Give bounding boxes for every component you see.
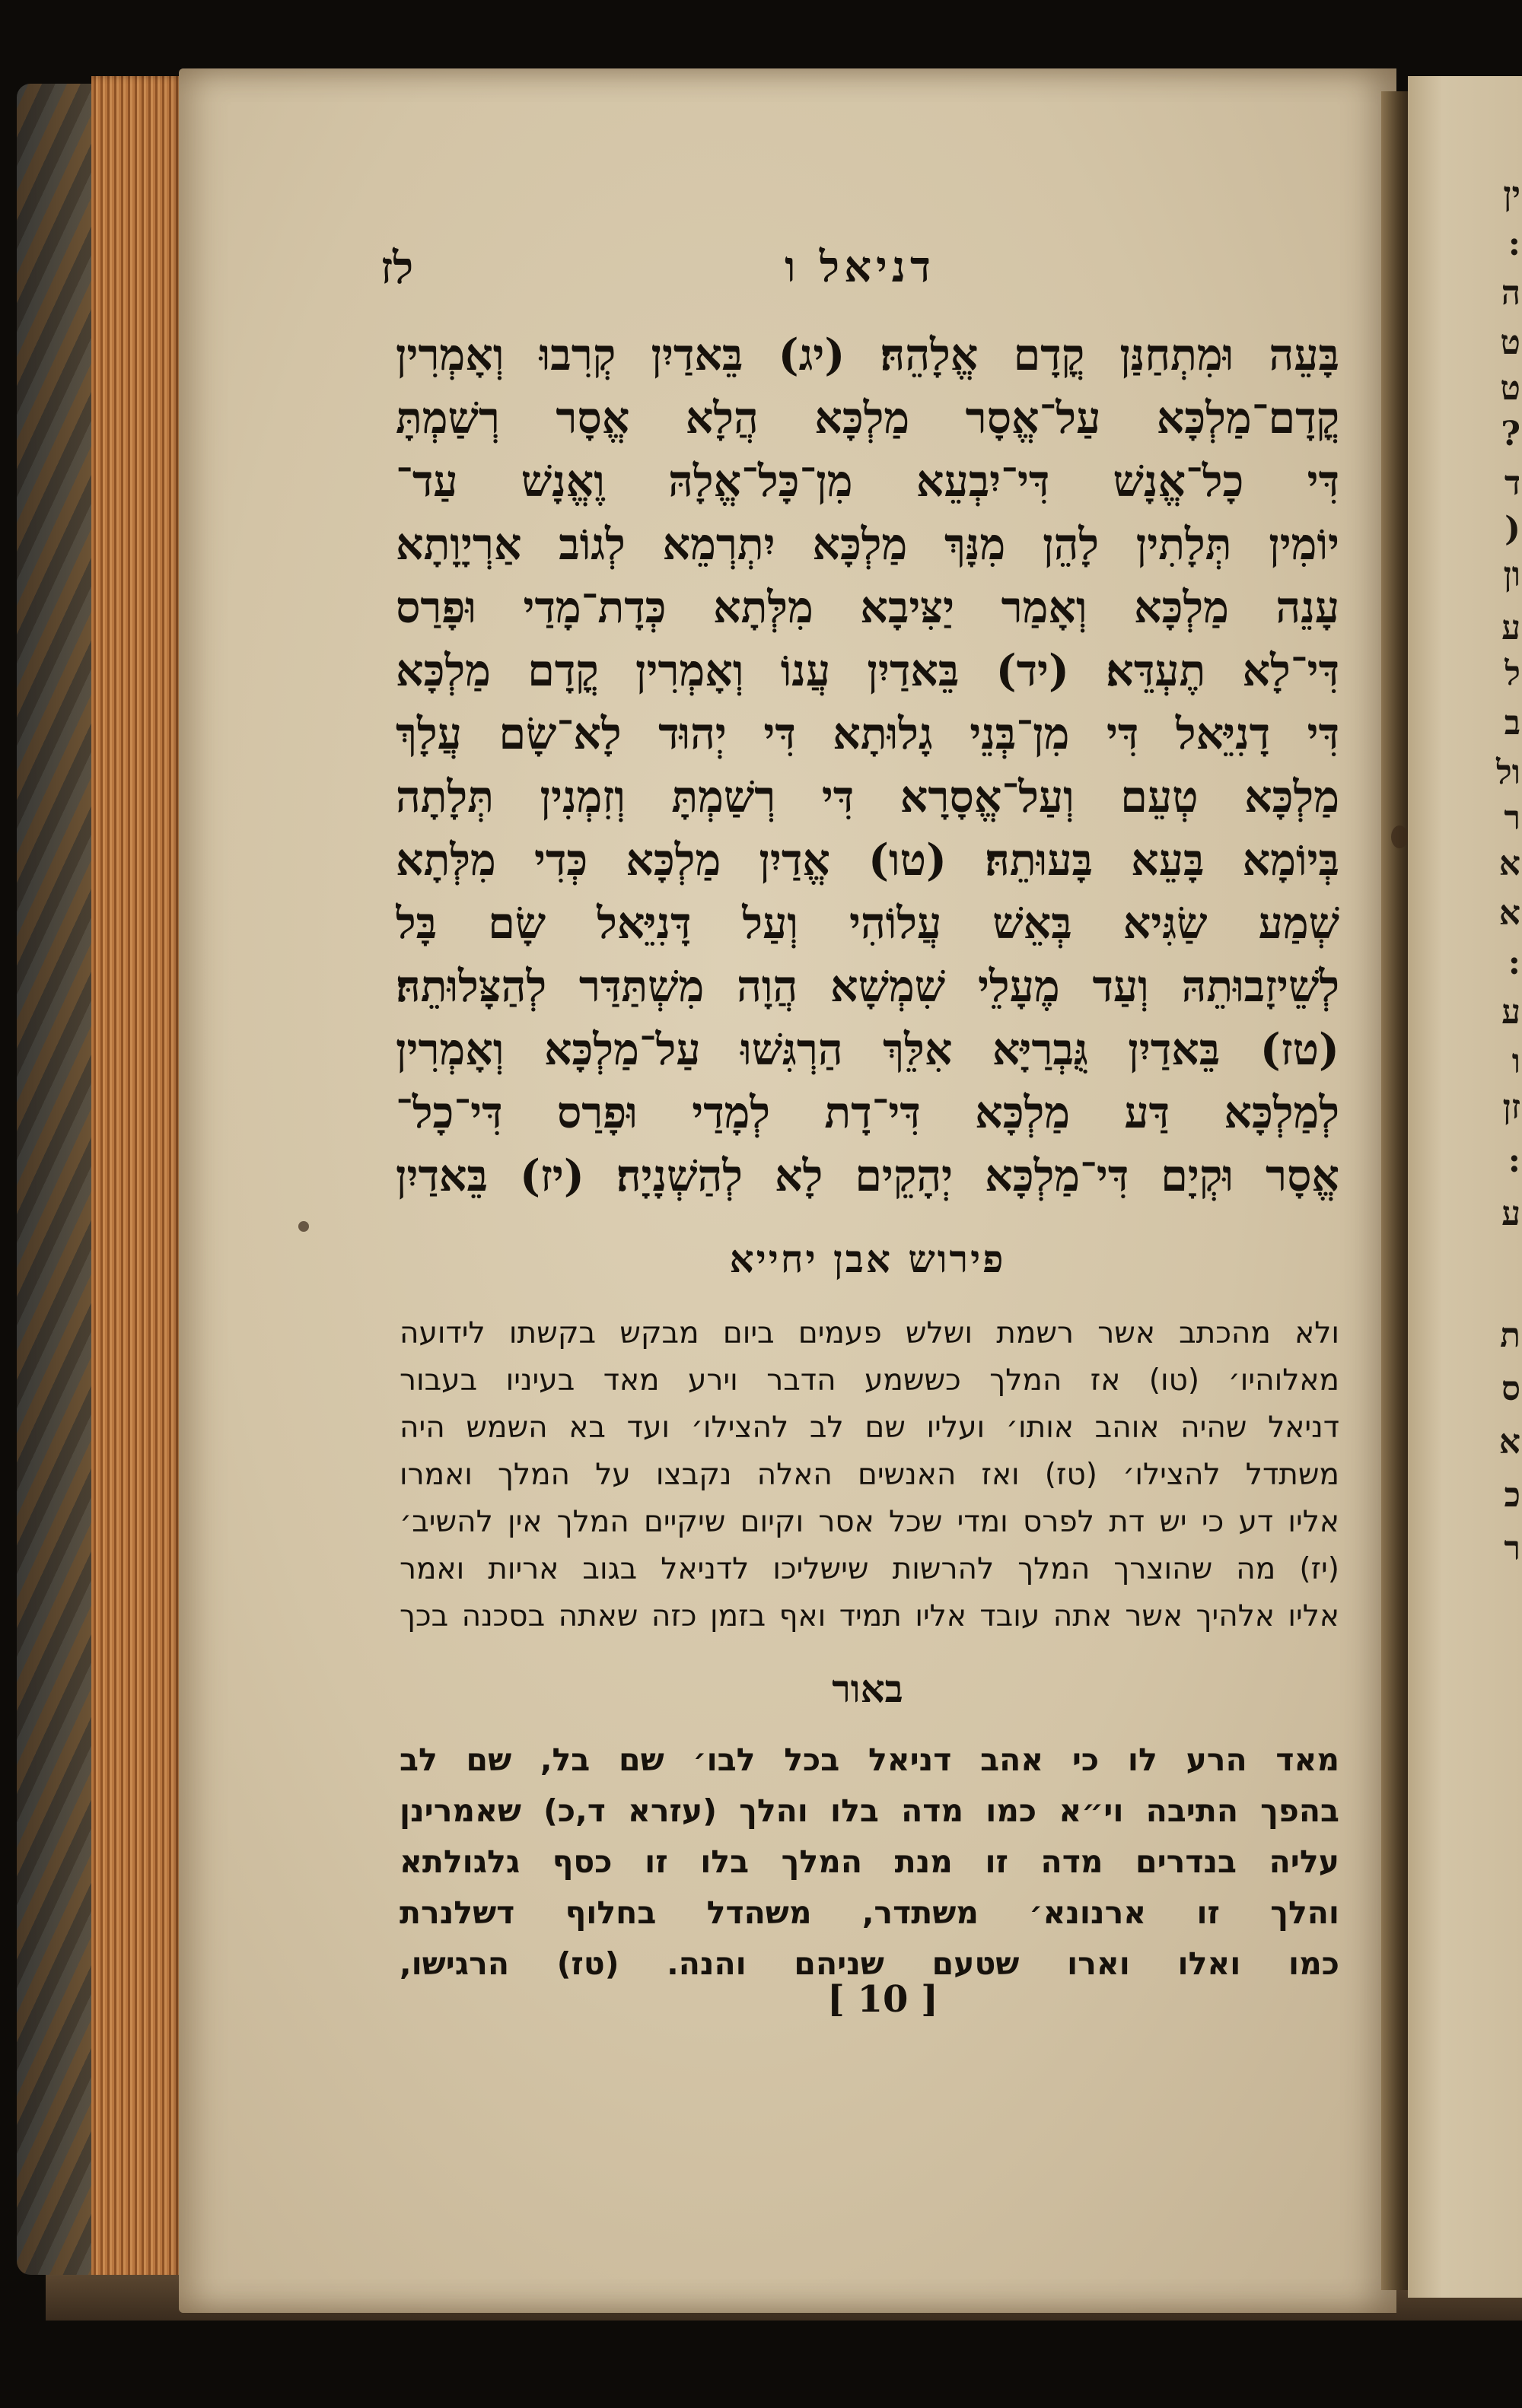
right-page-text-fragment: ין [1503,175,1520,214]
beur-text-line: עליה בנדרים מדה זו מנת המלך בלו זו כסף גלגולתא [400,1843,1339,1880]
right-page-text-fragment: ( [1504,510,1520,549]
bible-text-line: יוֹמִין תְּלָתִין לָהֵן מִנָּךְ מַלְכָּא יִתְרְמֵא לְגוֹב אַרְיָוָתָא [396,519,1339,570]
beur-text-line: והלך זו ארנונא׳ משתדר, משהדל בחלוף דשלנרת [400,1894,1339,1931]
bible-text-line: דִּי־לָא תֶעְדֵּא׃ (יד) בֵּאדַיִן עֲנוֹ וְאָמְרִין קֳדָם מַלְכָּא [396,645,1339,696]
commentary-text-line: (יז) מה שהוצרך המלך להרשות שישליכו לדניאל בגוב אריות ואמר [400,1552,1339,1586]
bible-text-line: שְׁמַע שַׂגִּיא בְּאֵשׁ עֲלוֹהִי וְעַל דָּנִיֵּאל שָׂם בָּל [396,898,1339,949]
right-page-text-fragment: ? [1501,415,1520,453]
paper-spot [298,1221,309,1232]
bible-text-line: לְשֵׁיזָבוּתֵהּ וְעַד מֶעָלֵי שִׁמְשָׁא הֲוָה מִשְׁתַּדַּר לְהַצָּלוּתֵהּ׃ [396,961,1339,1012]
right-page-text-fragment: ר [1504,799,1520,838]
bible-text-line: אֱסָר וּקְיָם דִּי־מַלְכָּא יְהָקֵים לָא לְהַשְׁנָיָה׃ (יז) בֵּאדַיִן [396,1150,1339,1201]
right-page-fragment [1408,76,1522,2298]
commentary-text-line: מאלוהיו׳ (טו) אז המלך כששמע הדבר וירע מאד בעיניו בעבור [400,1363,1339,1398]
right-page-text-fragment: א [1498,1423,1520,1462]
right-page-text-fragment: א [1498,894,1520,933]
gutter-notch [1391,825,1408,848]
beur-text-line: כמו ואלו וארו שטעם שניהם והנה. (טז) הרגישו, [400,1945,1339,1982]
right-page-text-fragment: ד [1504,464,1520,503]
bible-text-block [396,323,1339,1207]
running-head [380,242,1339,310]
right-page-text-fragment: ע [1501,1194,1520,1233]
beur-text-line: מאד הרע לו כי אהב דניאל בכל לבו׳ שם בל, שם לב [400,1742,1339,1778]
right-page-text-fragment: ה [1501,274,1520,313]
folio-number: לז [380,242,414,294]
bible-text-line: קֳדָם־מַלְכָּא עַל־אֱסָר מַלְכָּא הֲלָא אֱסָר רְשַׁמְתָּ [396,393,1339,444]
bible-text-line: עָנֵה מַלְכָּא וְאָמַר יַצִּיבָא מִלְּתָא כְּדָת־מָדַי וּפָרַס [396,582,1339,633]
page-signature: [ 10 ] [827,1978,938,2021]
beur-title: באור [832,1666,903,1711]
right-page-text-fragment: זן [1502,1088,1520,1127]
right-page-text-fragment: ב [1504,704,1520,743]
right-page-text-fragment: ל [1504,654,1520,693]
commentary-text-line: ולא מהכתב אשר רשמת ושלש פעמים ביום מבקש בקשתו לידועה [400,1316,1339,1350]
right-page-text-fragment: ו [1511,1042,1520,1081]
running-head-title: דניאל ו [785,242,935,292]
commentary-text-line: דניאל שהיה אוהב אותו׳ ועליו שם לב להצילו׳ ועד בא השמש היה [400,1411,1339,1445]
commentary-text-block [400,1310,1339,1640]
bible-text-line: בְּיוֹמָא בָּעֵא בָּעוּתֵהּ׃ (טו) אֱדַיִן מַלְכָּא כְּדִי מִלְּתָא [396,835,1339,886]
right-page-text-fragment: ול [1496,753,1520,792]
page-fore-edge [91,76,183,2282]
bible-text-line: מַלְכָּא טְעֵם וְעַל־אֱסָרָא דִּי רְשַׁמְתָּ וְזִמְנִין תְּלָתָה [396,771,1339,822]
book-gutter [1381,91,1412,2290]
commentary-text-line: אליו דע כי יש דת לפרס ומדי שכל אסר וקיום שיקיים המלך אין להשיב׳ [400,1505,1339,1539]
right-page-text-fragment: ט [1500,323,1520,362]
right-page-text-fragment: א [1498,845,1520,883]
right-page-text-fragment: ת [1500,1316,1520,1355]
commentary-title: פירוש אבן יחייא [729,1236,1006,1281]
commentary-text-line: אליו אלהיך אשר אתה עובד אליו תמיד ואף בזמן כזה שאתה בסכנה בכך [400,1599,1339,1633]
bible-text-line: בָּעֵה וּמִתְחַנַּן קֳדָם אֱלָהֵהּ׃ (יג) בֵּאדַיִן קְרִבוּ וְאָמְרִין [396,329,1339,380]
right-page-text-fragment: : [1508,1141,1520,1180]
right-page-text-fragment: ט [1500,369,1520,408]
beur-text-block [400,1735,1339,1990]
right-page-text-fragment: ע [1501,993,1520,1032]
right-page-text-fragment: : [1508,224,1520,263]
bible-text-line: דִּי כָל־אֱנָשׁ דִּי־יִבְעֵא מִן־כָּל־אֱלָהּ וֶאֱנָשׁ עַד־ [396,456,1339,507]
right-page-text-fragment: ון [1503,555,1520,594]
right-page-text-fragment: ע [1501,609,1520,647]
commentary-text-line: משתדל להצילו׳ (טז) ואז האנשים האלה נקבצו על המלך ואמרו [400,1458,1339,1492]
bible-text-line: לְמַלְכָּא דַּע מַלְכָּא דִּי־דָת לְמָדַי וּפָרַס דִּי־כָל־ [396,1087,1339,1138]
right-page-text-fragment: ר [1504,1529,1520,1568]
bible-text-line: דִּי דָנִיֵּאל דִּי מִן־בְּנֵי גָלוּתָא דִּי יְהוּד לָא־שָׂם עֲלָךְ [396,708,1339,759]
right-page-text-fragment: : [1508,943,1520,982]
right-page-text-fragment: ס [1501,1369,1520,1408]
bible-text-line: (טז) בֵּאדַיִן גֻּבְרַיָּא אִלֵּךְ הַרְגִּשׁוּ עַל־מַלְכָּא וְאָמְרִין [396,1024,1339,1075]
beur-text-line: בהפך התיבה וי״א כמו מדה בלו והלך (עזרא ד,כ) שאמרינן [400,1792,1339,1829]
right-page-text-fragment: כ [1504,1476,1520,1515]
